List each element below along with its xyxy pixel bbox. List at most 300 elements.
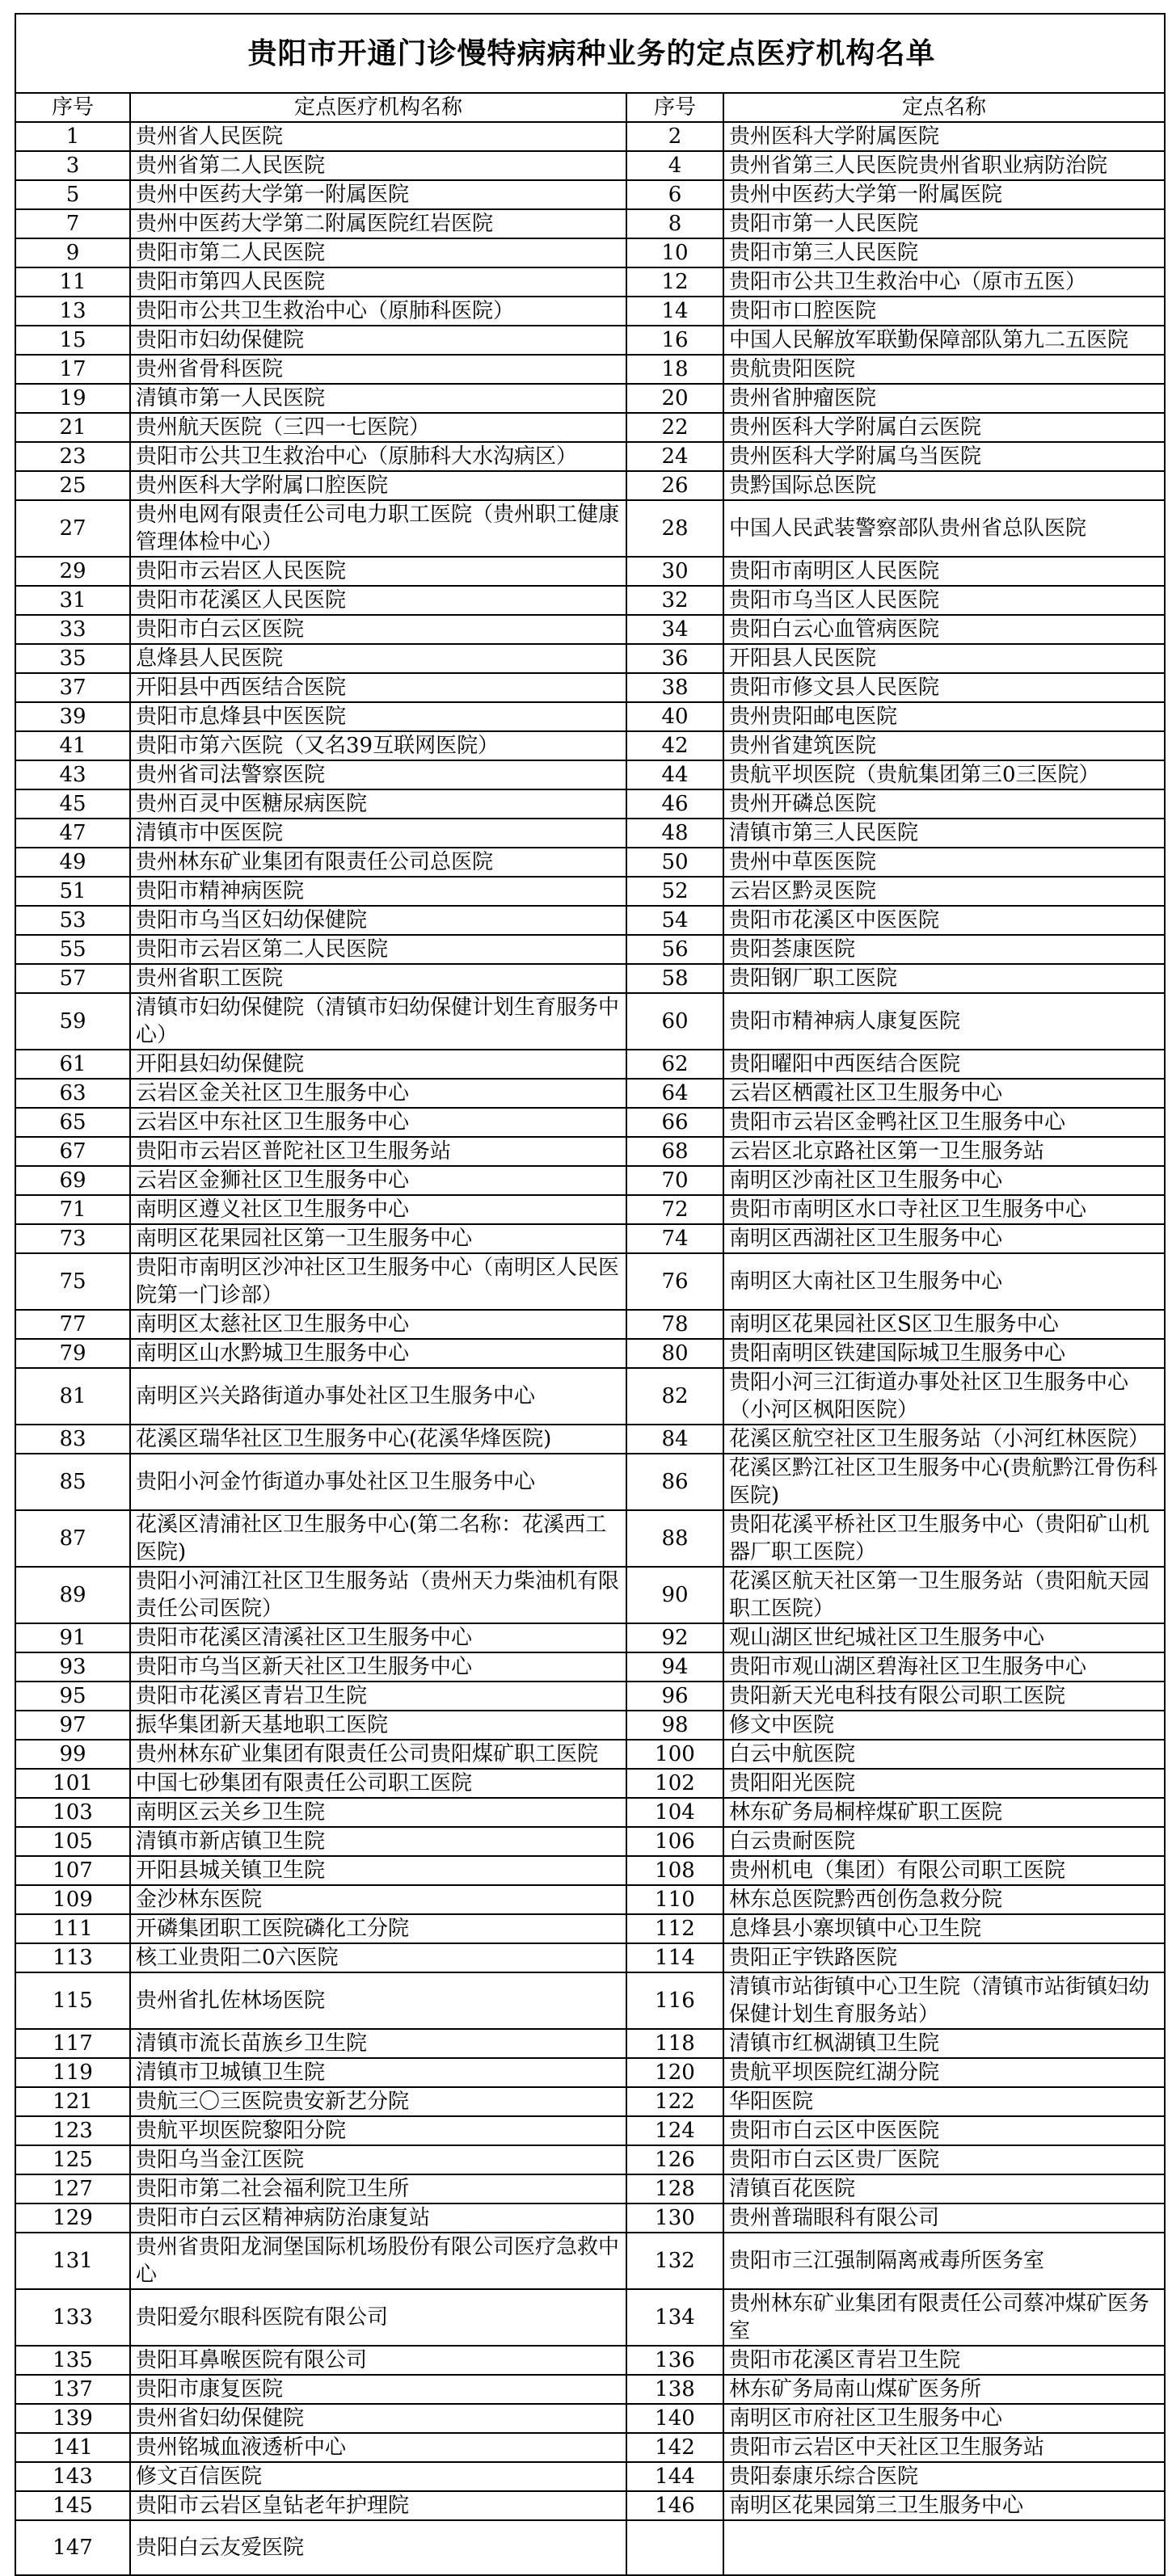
institution-name-right: 林东总医院黔西创伤急救分院 — [723, 1885, 1165, 1914]
header-number-left: 序号 — [15, 93, 130, 122]
row-number-right: 106 — [626, 1827, 723, 1856]
table-row — [15, 877, 1165, 906]
institution-name-left: 贵阳市南明区沙冲社区卫生服务中心（南明区人民医院第一门诊部） — [130, 1253, 626, 1310]
table-row — [15, 2087, 1165, 2116]
row-number-right: 82 — [626, 1368, 723, 1425]
row-number-left: 19 — [15, 384, 130, 413]
institution-name-right: 贵州省第三人民医院贵州省职业病防治院 — [723, 151, 1165, 180]
row-number-left: 1 — [15, 122, 130, 151]
table-row — [15, 1798, 1165, 1827]
row-number-right: 54 — [626, 906, 723, 935]
institution-name-left: 清镇市中医医院 — [130, 819, 626, 848]
table-row — [15, 122, 1165, 151]
row-number-right: 62 — [626, 1050, 723, 1079]
institution-name-right: 贵阳新天光电科技有限公司职工医院 — [723, 1682, 1165, 1711]
institution-name-left: 贵阳市白云区医院 — [130, 615, 626, 644]
table-row — [15, 297, 1165, 326]
table-row — [15, 760, 1165, 789]
institution-name-right: 花溪区黔江社区卫生服务中心(贵航黔江骨伤科医院) — [723, 1454, 1165, 1510]
row-number-left: 31 — [15, 586, 130, 615]
table-row — [15, 1253, 1165, 1310]
row-number-right: 116 — [626, 1972, 723, 2029]
table-row — [15, 1108, 1165, 1137]
institution-name-right: 林东矿务局桐梓煤矿职工医院 — [723, 1798, 1165, 1827]
row-number-right: 58 — [626, 964, 723, 993]
row-number-right: 132 — [626, 2233, 723, 2289]
table-row — [15, 1827, 1165, 1856]
institution-name-left: 南明区花果园社区第一卫生服务中心 — [130, 1224, 626, 1253]
institution-name-right: 贵阳市白云区中医医院 — [723, 2116, 1165, 2145]
institution-name-right: 贵阳市云岩区金鸭社区卫生服务中心 — [723, 1108, 1165, 1137]
institution-name-left: 中国七砂集团有限责任公司职工医院 — [130, 1769, 626, 1798]
institution-name-right: 贵阳市南明区人民医院 — [723, 557, 1165, 586]
institution-name-left: 贵阳市花溪区清溪社区卫生服务中心 — [130, 1623, 626, 1652]
table-row — [15, 1652, 1165, 1682]
row-number-right: 46 — [626, 789, 723, 819]
table-row — [15, 1224, 1165, 1253]
institution-name-left: 开阳县城关镇卫生院 — [130, 1856, 626, 1885]
institution-name-right: 修文中医院 — [723, 1711, 1165, 1740]
institution-name-left: 贵阳耳鼻喉医院有限公司 — [130, 2346, 626, 2375]
row-number-left: 95 — [15, 1682, 130, 1711]
row-number-left: 79 — [15, 1339, 130, 1368]
institution-name-right: 中国人民武装警察部队贵州省总队医院 — [723, 500, 1165, 557]
row-number-left: 37 — [15, 673, 130, 702]
row-number-left: 81 — [15, 1368, 130, 1425]
row-number-right: 32 — [626, 586, 723, 615]
table-row — [15, 151, 1165, 180]
row-number-right: 40 — [626, 702, 723, 731]
table-row — [15, 1711, 1165, 1740]
institution-name-left: 贵阳市云岩区普陀社区卫生服务站 — [130, 1137, 626, 1166]
table-row — [15, 2289, 1165, 2346]
table-row — [15, 644, 1165, 673]
institution-name-left: 开阳县中西医结合医院 — [130, 673, 626, 702]
row-number-right: 122 — [626, 2087, 723, 2116]
institution-name-right: 贵阳市花溪区青岩卫生院 — [723, 2346, 1165, 2375]
institution-name-right: 贵州省肿瘤医院 — [723, 384, 1165, 413]
row-number-right: 110 — [626, 1885, 723, 1914]
table-row — [15, 500, 1165, 557]
institution-name-right: 贵州中医药大学第一附属医院 — [723, 180, 1165, 209]
institution-name-right: 观山湖区世纪城社区卫生服务中心 — [723, 1623, 1165, 1652]
institution-name-left: 南明区太慈社区卫生服务中心 — [130, 1310, 626, 1339]
institution-name-left: 贵州百灵中医糖尿病医院 — [130, 789, 626, 819]
institution-name-left: 贵州省贵阳龙洞堡国际机场股份有限公司医疗急救中心 — [130, 2233, 626, 2289]
institution-name-left: 贵航平坝医院黎阳分院 — [130, 2116, 626, 2145]
institution-name-left: 贵阳白云友爱医院 — [130, 2520, 626, 2575]
institution-name-right: 贵阳正宇铁路医院 — [723, 1943, 1165, 1972]
table-row — [15, 1310, 1165, 1339]
table-row — [15, 2346, 1165, 2375]
row-number-left: 25 — [15, 471, 130, 500]
row-number-left: 71 — [15, 1195, 130, 1224]
table-row — [15, 1972, 1165, 2029]
institution-name-right: 贵阳花溪平桥社区卫生服务中心（贵阳矿山机器厂职工医院） — [723, 1510, 1165, 1567]
row-number-left: 29 — [15, 557, 130, 586]
row-number-right: 130 — [626, 2203, 723, 2233]
institution-name-right: 贵阳市精神病人康复医院 — [723, 993, 1165, 1050]
table-row — [15, 442, 1165, 471]
row-number-right: 126 — [626, 2145, 723, 2174]
row-number-left: 101 — [15, 1769, 130, 1798]
institution-name-right: 贵航贵阳医院 — [723, 355, 1165, 384]
institution-name-left: 贵阳爱尔眼科医院有限公司 — [130, 2289, 626, 2346]
institution-name-right: 清镇市站街镇中心卫生院（清镇市站街镇妇幼保健计划生育服务站） — [723, 1972, 1165, 2029]
row-number-left: 133 — [15, 2289, 130, 2346]
row-number-right: 2 — [626, 122, 723, 151]
institution-name-left: 贵航三〇三医院贵安新艺分院 — [130, 2087, 626, 2116]
institution-name-right: 贵州机电（集团）有限公司职工医院 — [723, 1856, 1165, 1885]
title-row — [15, 14, 1165, 93]
table-row — [15, 1567, 1165, 1623]
institution-name-right: 贵州普瑞眼科有限公司 — [723, 2203, 1165, 2233]
row-number-left: 43 — [15, 760, 130, 789]
row-number-right: 136 — [626, 2346, 723, 2375]
institution-name-left: 贵阳市白云区精神病防治康复站 — [130, 2203, 626, 2233]
row-number-right: 140 — [626, 2404, 723, 2433]
row-number-right: 30 — [626, 557, 723, 586]
table-row — [15, 2116, 1165, 2145]
row-number-right: 94 — [626, 1652, 723, 1682]
institution-name-left: 贵阳市公共卫生救治中心（原肺科医院） — [130, 297, 626, 326]
institution-name-left: 南明区山水黔城卫生服务中心 — [130, 1339, 626, 1368]
row-number-left: 109 — [15, 1885, 130, 1914]
row-number-right: 48 — [626, 819, 723, 848]
row-number-left: 21 — [15, 413, 130, 442]
institution-name-right: 贵阳南明区铁建国际城卫生服务中心 — [723, 1339, 1165, 1368]
institution-name-right: 贵阳市乌当区人民医院 — [723, 586, 1165, 615]
table-row — [15, 2433, 1165, 2462]
row-number-left: 147 — [15, 2520, 130, 2575]
table-row — [15, 615, 1165, 644]
institution-name-right: 中国人民解放军联勤保障部队第九二五医院 — [723, 326, 1165, 355]
row-number-right: 86 — [626, 1454, 723, 1510]
institution-name-left: 贵阳市云岩区第二人民医院 — [130, 935, 626, 964]
institution-name-left: 云岩区中东社区卫生服务中心 — [130, 1108, 626, 1137]
table-row — [15, 2491, 1165, 2520]
row-number-left: 113 — [15, 1943, 130, 1972]
table-row — [15, 1166, 1165, 1195]
institution-name-right — [723, 2520, 1165, 2575]
row-number-right: 50 — [626, 848, 723, 877]
table-row — [15, 819, 1165, 848]
row-number-right: 70 — [626, 1166, 723, 1195]
table-row — [15, 1454, 1165, 1510]
table-row — [15, 209, 1165, 238]
row-number-left: 3 — [15, 151, 130, 180]
institution-name-left: 清镇市流长苗族乡卫生院 — [130, 2029, 626, 2058]
institution-name-right: 南明区大南社区卫生服务中心 — [723, 1253, 1165, 1310]
row-number-left: 139 — [15, 2404, 130, 2433]
row-number-right: 146 — [626, 2491, 723, 2520]
institution-name-left: 修文百信医院 — [130, 2462, 626, 2491]
row-number-right: 10 — [626, 238, 723, 267]
institution-name-right: 白云中航医院 — [723, 1740, 1165, 1769]
institution-name-right: 南明区西湖社区卫生服务中心 — [723, 1224, 1165, 1253]
header-institution-name-right: 定点名称 — [723, 93, 1165, 122]
institution-name-left: 开阳县妇幼保健院 — [130, 1050, 626, 1079]
row-number-right: 80 — [626, 1339, 723, 1368]
institution-name-left: 贵州省司法警察医院 — [130, 760, 626, 789]
row-number-left: 59 — [15, 993, 130, 1050]
row-number-right: 28 — [626, 500, 723, 557]
row-number-left: 5 — [15, 180, 130, 209]
institution-name-left: 贵阳市花溪区人民医院 — [130, 586, 626, 615]
institution-name-left: 贵阳乌当金江医院 — [130, 2145, 626, 2174]
table-row — [15, 1079, 1165, 1108]
row-number-right: 74 — [626, 1224, 723, 1253]
row-number-left: 57 — [15, 964, 130, 993]
institution-name-right: 云岩区栖霞社区卫生服务中心 — [723, 1079, 1165, 1108]
row-number-right: 18 — [626, 355, 723, 384]
institution-name-right: 贵阳阳光医院 — [723, 1769, 1165, 1798]
row-number-right: 88 — [626, 1510, 723, 1567]
row-number-left: 85 — [15, 1454, 130, 1510]
row-number-right: 114 — [626, 1943, 723, 1972]
table-row — [15, 2404, 1165, 2433]
table-row — [15, 789, 1165, 819]
row-number-left: 137 — [15, 2375, 130, 2404]
institution-name-right: 贵州医科大学附属乌当医院 — [723, 442, 1165, 471]
row-number-left: 141 — [15, 2433, 130, 2462]
table-row — [15, 1769, 1165, 1798]
row-number-right: 112 — [626, 1914, 723, 1943]
row-number-right: 4 — [626, 151, 723, 180]
institution-name-left: 贵阳小河金竹街道办事处社区卫生服务中心 — [130, 1454, 626, 1510]
institution-name-left: 清镇市新店镇卫生院 — [130, 1827, 626, 1856]
row-number-right: 78 — [626, 1310, 723, 1339]
table-row — [15, 557, 1165, 586]
row-number-right: 60 — [626, 993, 723, 1050]
institution-name-left: 核工业贵阳二0六医院 — [130, 1943, 626, 1972]
row-number-left: 105 — [15, 1827, 130, 1856]
table-row — [15, 2375, 1165, 2404]
institution-name-left: 贵阳市第二人民医院 — [130, 238, 626, 267]
institution-name-right: 花溪区航天社区第一卫生服务站（贵阳航天园职工医院） — [723, 1567, 1165, 1623]
institution-name-right: 白云贵耐医院 — [723, 1827, 1165, 1856]
row-number-right: 12 — [626, 267, 723, 297]
institution-name-left: 清镇市第一人民医院 — [130, 384, 626, 413]
table-row — [15, 1510, 1165, 1567]
row-number-left: 13 — [15, 297, 130, 326]
row-number-left: 107 — [15, 1856, 130, 1885]
row-number-left: 35 — [15, 644, 130, 673]
header-row — [15, 93, 1165, 122]
table-row — [15, 1425, 1165, 1454]
row-number-right: 20 — [626, 384, 723, 413]
row-number-left: 91 — [15, 1623, 130, 1652]
institution-name-right: 贵阳市南明区水口寺社区卫生服务中心 — [723, 1195, 1165, 1224]
row-number-right: 24 — [626, 442, 723, 471]
row-number-left: 47 — [15, 819, 130, 848]
institution-name-right: 贵州医科大学附属医院 — [723, 122, 1165, 151]
table-row — [15, 586, 1165, 615]
institution-name-left: 贵阳市乌当区妇幼保健院 — [130, 906, 626, 935]
row-number-right: 56 — [626, 935, 723, 964]
row-number-right: 108 — [626, 1856, 723, 1885]
row-number-right: 118 — [626, 2029, 723, 2058]
table-row — [15, 1682, 1165, 1711]
row-number-right: 26 — [626, 471, 723, 500]
row-number-right: 38 — [626, 673, 723, 702]
row-number-right: 68 — [626, 1137, 723, 1166]
table-row — [15, 326, 1165, 355]
row-number-left: 127 — [15, 2174, 130, 2203]
row-number-right: 134 — [626, 2289, 723, 2346]
institution-name-left: 息烽县人民医院 — [130, 644, 626, 673]
institution-name-right: 花溪区航空社区卫生服务站（小河红林医院） — [723, 1425, 1165, 1454]
institution-name-left: 贵州航天医院（三四一七医院） — [130, 413, 626, 442]
institution-name-right: 清镇市红枫湖镇卫生院 — [723, 2029, 1165, 2058]
institution-name-right: 华阳医院 — [723, 2087, 1165, 2116]
row-number-left: 41 — [15, 731, 130, 760]
table-row — [15, 2058, 1165, 2087]
row-number-right: 36 — [626, 644, 723, 673]
institution-name-left: 贵阳市息烽县中医医院 — [130, 702, 626, 731]
institution-name-left: 贵阳市第六医院（又名39互联网医院） — [130, 731, 626, 760]
row-number-left: 23 — [15, 442, 130, 471]
institution-name-right: 贵州贵阳邮电医院 — [723, 702, 1165, 731]
institution-name-left: 贵阳市康复医院 — [130, 2375, 626, 2404]
row-number-right: 92 — [626, 1623, 723, 1652]
table-row — [15, 731, 1165, 760]
institution-name-right: 贵阳市公共卫生救治中心（原市五医） — [723, 267, 1165, 297]
row-number-left: 45 — [15, 789, 130, 819]
row-number-right: 64 — [626, 1079, 723, 1108]
table-row — [15, 1368, 1165, 1425]
institution-name-right: 贵阳市云岩区中天社区卫生服务站 — [723, 2433, 1165, 2462]
row-number-left: 125 — [15, 2145, 130, 2174]
row-number-right: 104 — [626, 1798, 723, 1827]
table-row — [15, 2462, 1165, 2491]
institution-name-right: 贵阳小河三江街道办事处社区卫生服务中心（小河区枫阳医院） — [723, 1368, 1165, 1425]
row-number-right: 124 — [626, 2116, 723, 2145]
row-number-left: 51 — [15, 877, 130, 906]
row-number-right: 72 — [626, 1195, 723, 1224]
row-number-right: 96 — [626, 1682, 723, 1711]
institution-name-right: 贵阳市三江强制隔离戒毒所医务室 — [723, 2233, 1165, 2289]
institution-name-left: 南明区兴关路街道办事处社区卫生服务中心 — [130, 1368, 626, 1425]
row-number-left: 27 — [15, 500, 130, 557]
row-number-left: 73 — [15, 1224, 130, 1253]
table-row — [15, 267, 1165, 297]
institution-table — [15, 13, 1166, 2576]
table-row — [15, 238, 1165, 267]
institution-name-left: 贵阳市云岩区人民医院 — [130, 557, 626, 586]
table-row — [15, 1943, 1165, 1972]
institution-name-right: 贵州省建筑医院 — [723, 731, 1165, 760]
table-row — [15, 1195, 1165, 1224]
institution-name-right: 云岩区黔灵医院 — [723, 877, 1165, 906]
row-number-left: 89 — [15, 1567, 130, 1623]
institution-name-left: 南明区云关乡卫生院 — [130, 1798, 626, 1827]
row-number-left: 61 — [15, 1050, 130, 1079]
institution-name-right: 贵黔国际总医院 — [723, 471, 1165, 500]
row-number-left: 77 — [15, 1310, 130, 1339]
table-row — [15, 1740, 1165, 1769]
row-number-left: 55 — [15, 935, 130, 964]
row-number-right: 142 — [626, 2433, 723, 2462]
institution-name-left: 贵阳小河浦江社区卫生服务站（贵州天力柴油机有限责任公司医院） — [130, 1567, 626, 1623]
institution-name-right: 贵阳市花溪区中医医院 — [723, 906, 1165, 935]
row-number-right: 120 — [626, 2058, 723, 2087]
table-row — [15, 1885, 1165, 1914]
row-number-left: 123 — [15, 2116, 130, 2145]
document-title: 贵阳市开通门诊慢特病病种业务的定点医疗机构名单 — [15, 14, 1165, 93]
table-row — [15, 673, 1165, 702]
institution-name-left: 贵州医科大学附属口腔医院 — [130, 471, 626, 500]
table-row — [15, 848, 1165, 877]
institution-name-left: 南明区遵义社区卫生服务中心 — [130, 1195, 626, 1224]
institution-name-left: 云岩区金狮社区卫生服务中心 — [130, 1166, 626, 1195]
institution-name-right: 贵州医科大学附属白云医院 — [723, 413, 1165, 442]
row-number-right: 90 — [626, 1567, 723, 1623]
institution-name-left: 贵州中医药大学第二附属医院红岩医院 — [130, 209, 626, 238]
institution-name-right: 贵阳市观山湖区碧海社区卫生服务中心 — [723, 1652, 1165, 1682]
row-number-right: 98 — [626, 1711, 723, 1740]
institution-name-left: 贵阳市妇幼保健院 — [130, 326, 626, 355]
table-row — [15, 355, 1165, 384]
table-body — [15, 14, 1165, 2575]
institution-name-left: 贵州省扎佐林场医院 — [130, 1972, 626, 2029]
row-number-right: 8 — [626, 209, 723, 238]
institution-name-left: 贵州铭城血液透析中心 — [130, 2433, 626, 2462]
institution-name-right: 开阳县人民医院 — [723, 644, 1165, 673]
row-number-left: 75 — [15, 1253, 130, 1310]
table-row — [15, 935, 1165, 964]
header-number-right: 序号 — [626, 93, 723, 122]
row-number-right: 76 — [626, 1253, 723, 1310]
table-row — [15, 1856, 1165, 1885]
row-number-left: 69 — [15, 1166, 130, 1195]
institution-name-right: 贵阳市口腔医院 — [723, 297, 1165, 326]
institution-name-left: 贵州省人民医院 — [130, 122, 626, 151]
row-number-left: 145 — [15, 2491, 130, 2520]
row-number-left: 15 — [15, 326, 130, 355]
institution-name-left: 贵州省职工医院 — [130, 964, 626, 993]
institution-name-right: 贵阳市修文县人民医院 — [723, 673, 1165, 702]
row-number-left: 65 — [15, 1108, 130, 1137]
institution-name-right: 清镇市第三人民医院 — [723, 819, 1165, 848]
institution-name-right: 息烽县小寨坝镇中心卫生院 — [723, 1914, 1165, 1943]
row-number-left: 93 — [15, 1652, 130, 1682]
table-row — [15, 1914, 1165, 1943]
institution-name-left: 贵州林东矿业集团有限责任公司贵阳煤矿职工医院 — [130, 1740, 626, 1769]
row-number-right: 6 — [626, 180, 723, 209]
row-number-left: 115 — [15, 1972, 130, 2029]
table-row — [15, 2203, 1165, 2233]
row-number-right: 16 — [626, 326, 723, 355]
institution-name-right: 南明区花果园社区S区卫生服务中心 — [723, 1310, 1165, 1339]
institution-name-left: 云岩区金关社区卫生服务中心 — [130, 1079, 626, 1108]
row-number-left: 53 — [15, 906, 130, 935]
row-number-left: 119 — [15, 2058, 130, 2087]
institution-name-left: 花溪区清浦社区卫生服务中心(第二名称：花溪西工医院) — [130, 1510, 626, 1567]
row-number-left: 33 — [15, 615, 130, 644]
header-institution-name-left: 定点医疗机构名称 — [130, 93, 626, 122]
row-number-right: 42 — [626, 731, 723, 760]
institution-name-right: 贵阳泰康乐综合医院 — [723, 2462, 1165, 2491]
row-number-right: 34 — [626, 615, 723, 644]
row-number-left: 103 — [15, 1798, 130, 1827]
row-number-right: 14 — [626, 297, 723, 326]
row-number-left: 131 — [15, 2233, 130, 2289]
institution-name-right: 贵航平坝医院红湖分院 — [723, 2058, 1165, 2087]
institution-name-right: 南明区沙南社区卫生服务中心 — [723, 1166, 1165, 1195]
institution-name-right: 贵阳市第三人民医院 — [723, 238, 1165, 267]
row-number-right: 22 — [626, 413, 723, 442]
